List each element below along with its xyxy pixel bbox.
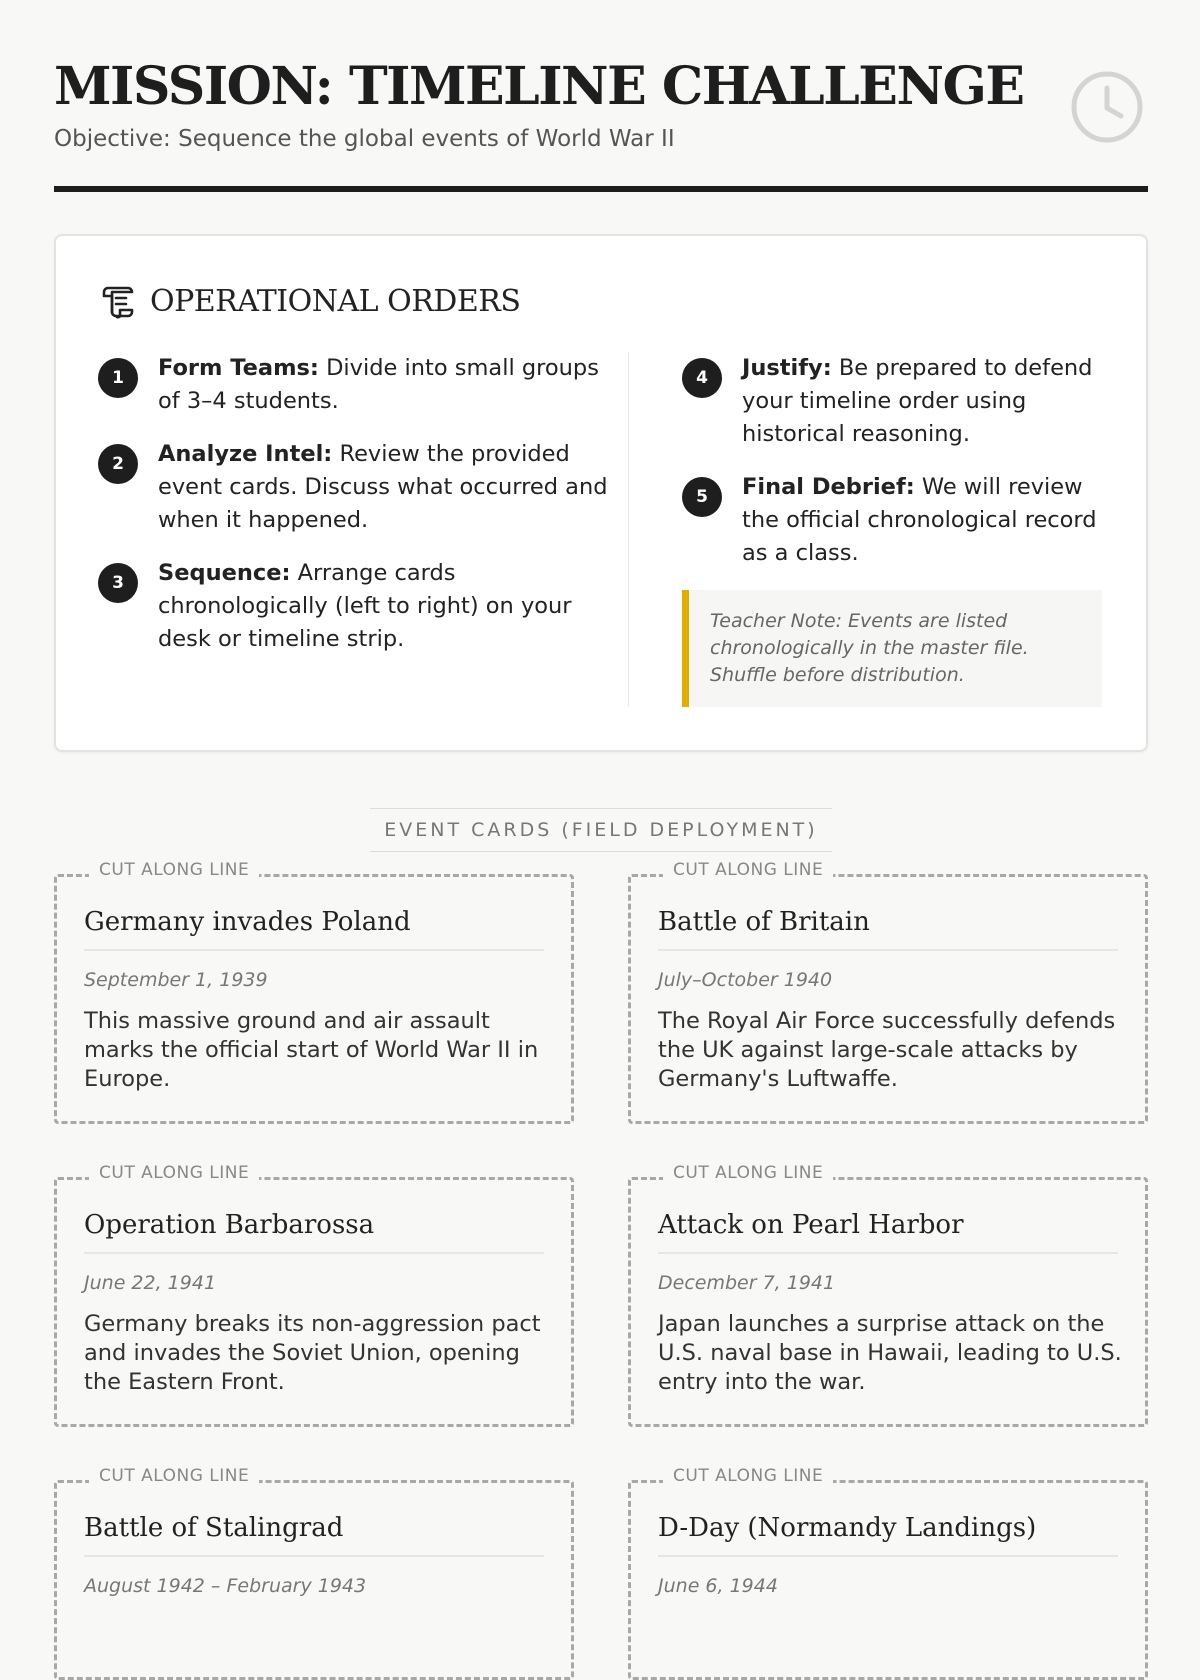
event-card-date: December 7, 1941 bbox=[658, 1272, 836, 1294]
step-text bbox=[742, 352, 1112, 451]
event-card-title: Battle of Britain bbox=[658, 907, 1118, 951]
event-card-description: The Royal Air Force successfully defends the UK against large-scale attacks by Germany's Luftwaffe. bbox=[658, 1008, 1116, 1092]
event-card-date: September 1, 1939 bbox=[84, 969, 268, 991]
event-cards-section-label: EVENT CARDS (FIELD DEPLOYMENT) bbox=[370, 808, 832, 852]
event-card-date: July–October 1940 bbox=[658, 969, 833, 991]
step-text bbox=[742, 471, 1112, 570]
step-number-badge: 3 bbox=[98, 563, 138, 603]
step-description: Be prepared to defend your timeline order using historical reasoning. bbox=[742, 355, 1093, 447]
event-card-title: Operation Barbarossa bbox=[84, 1210, 544, 1254]
step-number-badge: 1 bbox=[98, 358, 138, 398]
event-card-description: Germany breaks its non-aggression pact and invades the Soviet Union, opening the Eastern Front. bbox=[84, 1311, 541, 1395]
step-label: Analyze Intel: bbox=[158, 441, 333, 467]
orders-column-left bbox=[98, 352, 618, 676]
event-card bbox=[628, 1466, 1148, 1680]
order-step bbox=[98, 352, 618, 418]
page-header bbox=[54, 0, 1148, 192]
event-card-description: Japan launches a surprise attack on the U.S. naval base in Hawaii, leading to U.S. entry into the war. bbox=[658, 1311, 1122, 1395]
step-label: Sequence: bbox=[158, 560, 291, 586]
clock-icon bbox=[1070, 70, 1144, 144]
event-card-title: Germany invades Poland bbox=[84, 907, 544, 951]
event-card-title: D-Day (Normandy Landings) bbox=[658, 1513, 1118, 1557]
scroll-icon bbox=[98, 282, 136, 320]
cut-line-label: CUT ALONG LINE bbox=[89, 1163, 259, 1183]
page-title: MISSION: TIMELINE CHALLENGE bbox=[54, 56, 1024, 117]
page-subtitle: Objective: Sequence the global events of World War II bbox=[54, 126, 675, 152]
cut-line-label: CUT ALONG LINE bbox=[663, 860, 833, 880]
cut-line-label: CUT ALONG LINE bbox=[89, 860, 259, 880]
step-description: Review the provided event cards. Discuss what occurred and when it happened. bbox=[158, 441, 608, 533]
cut-line-label: CUT ALONG LINE bbox=[663, 1466, 833, 1486]
event-card bbox=[628, 860, 1148, 1124]
order-step bbox=[682, 352, 1112, 451]
event-card bbox=[54, 1466, 574, 1680]
step-number-badge: 2 bbox=[98, 444, 138, 484]
orders-column-right bbox=[682, 352, 1112, 707]
step-label: Form Teams: bbox=[158, 355, 319, 381]
cut-line-label: CUT ALONG LINE bbox=[89, 1466, 259, 1486]
step-text bbox=[158, 352, 618, 418]
step-text bbox=[158, 438, 618, 537]
worksheet-page bbox=[54, 0, 1148, 1597]
event-card bbox=[54, 860, 574, 1124]
event-card-title: Attack on Pearl Harbor bbox=[658, 1210, 1118, 1254]
step-label: Justify: bbox=[742, 355, 832, 381]
order-step bbox=[98, 438, 618, 537]
step-description: Arrange cards chronologically (left to right) on your desk or timeline strip. bbox=[158, 560, 572, 652]
operational-orders-panel bbox=[54, 234, 1148, 752]
orders-title: OPERATIONAL ORDERS bbox=[150, 283, 521, 319]
step-description: Divide into small groups of 3–4 students. bbox=[158, 355, 599, 414]
header-rule bbox=[54, 186, 1148, 192]
event-card-date: June 22, 1941 bbox=[84, 1272, 217, 1294]
order-step bbox=[98, 557, 618, 656]
teacher-note: Teacher Note: Events are listed chronologically in the master file. Shuffle before distribution. bbox=[682, 590, 1102, 707]
event-card bbox=[628, 1163, 1148, 1427]
event-card-title: Battle of Stalingrad bbox=[84, 1513, 544, 1557]
column-divider bbox=[628, 352, 629, 706]
event-card-date: August 1942 – February 1943 bbox=[84, 1575, 367, 1597]
step-number-badge: 4 bbox=[682, 358, 722, 398]
step-description: We will review the official chronological record as a class. bbox=[742, 474, 1097, 566]
orders-heading bbox=[98, 282, 520, 320]
event-card-date: June 6, 1944 bbox=[658, 1575, 778, 1597]
event-card bbox=[54, 1163, 574, 1427]
step-text bbox=[158, 557, 618, 656]
step-label: Final Debrief: bbox=[742, 474, 915, 500]
cut-line-label: CUT ALONG LINE bbox=[663, 1163, 833, 1183]
order-step bbox=[682, 471, 1112, 570]
event-card-description: This massive ground and air assault marks the official start of World War II in Europe. bbox=[84, 1008, 539, 1092]
step-number-badge: 5 bbox=[682, 477, 722, 517]
